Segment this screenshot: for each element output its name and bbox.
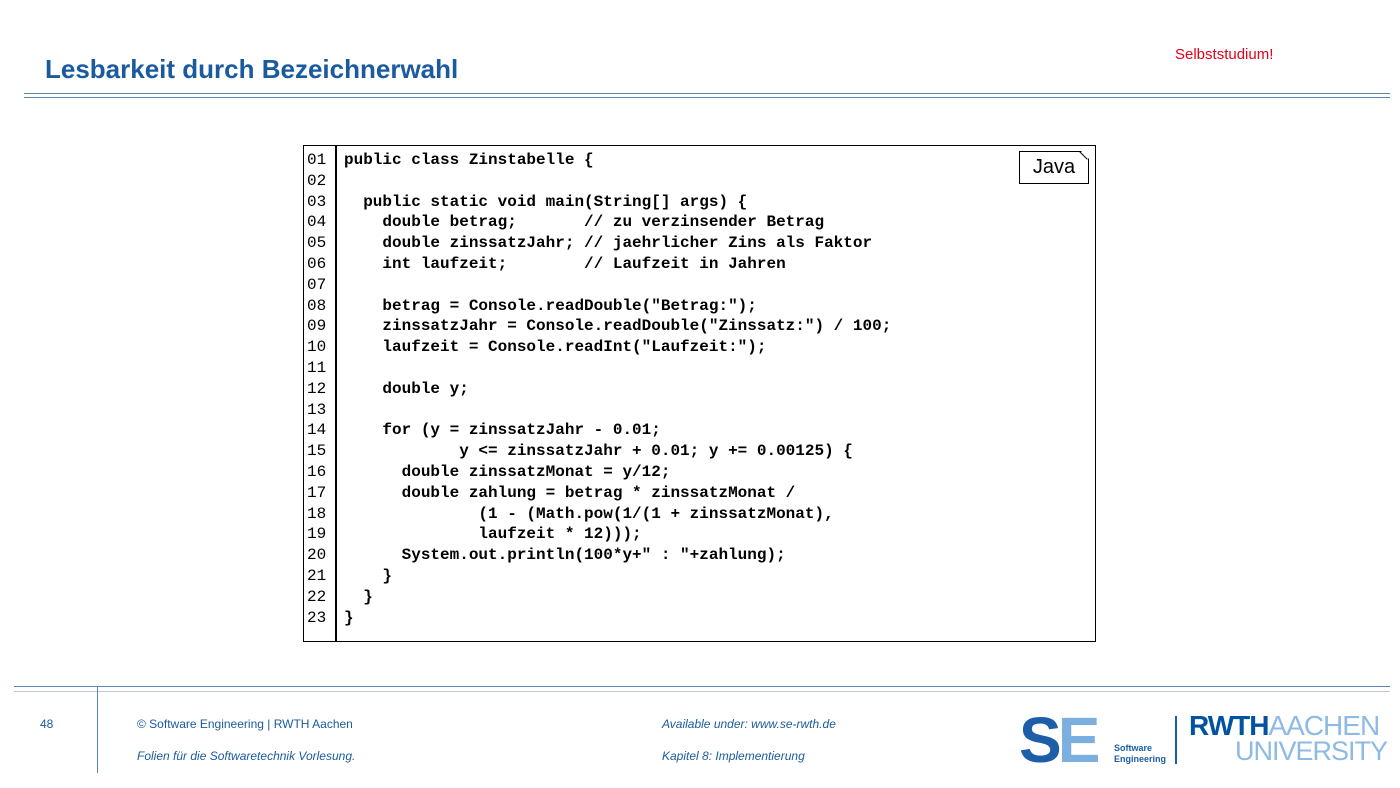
code-listing [303,145,1096,642]
header-divider-secondary [24,97,1390,98]
code-text: public class Zinstabelle { [344,151,594,169]
se-logo-caption-line1: Software [1114,743,1153,753]
code-text: double zinssatzMonat = y/12; [344,463,671,481]
logo-separator [1175,716,1177,764]
code-text: double zahlung = betrag * zinssatzMonat / [344,483,796,502]
se-logo-s: S [1019,704,1058,776]
code-text: double zinssatzJahr; // jaehrlicher Zins als Faktor [344,234,873,253]
self-study-tag: Selbststudium! [1175,46,1274,63]
line-number: 11 [307,359,327,377]
code-text: for (y = zinssatzJahr - 0.01; [344,421,661,440]
se-logo-caption-line2: Engineering [1114,754,1167,764]
se-logo-caption [1114,743,1166,765]
line-number: 19 [307,525,327,544]
slide-title: Lesbarkeit durch Bezeichnerwahl [45,54,459,84]
line-number: 02 [307,171,327,190]
line-number: 22 [307,587,327,606]
code-text: zinssatzJahr = Console.readDouble("Zinssatz:") / 100; [344,317,892,336]
language-label-text: Java [1032,156,1076,178]
line-number: 04 [307,213,327,232]
code-text: laufzeit * 12))); [344,525,642,544]
line-number: 23 [307,608,327,627]
line-number: 06 [307,255,327,273]
code-text: int laufzeit; // Laufzeit in Jahren [344,255,786,273]
rwth-logo-rwth: RWTH [1189,710,1269,741]
se-logo-e: E [1057,704,1097,776]
line-number: 20 [307,546,327,565]
line-number: 12 [307,379,327,398]
header-divider [24,93,1390,94]
footer-divider-secondary [14,691,1390,692]
code-text: public static void main(String[] args) { [344,192,748,211]
code-text: } [344,608,354,627]
line-number: 14 [307,421,327,440]
line-number: 03 [307,192,327,211]
line-number: 09 [307,317,327,336]
line-number: 10 [307,338,327,357]
rwth-logo-aachen: AACHEN [1268,710,1380,741]
footer-copyright: © Software Engineering | RWTH Aachen [137,717,353,731]
line-number: 13 [307,400,327,419]
code-text: betrag = Console.readDouble("Betrag:"); [344,296,757,315]
language-label [1019,151,1089,184]
line-number: 01 [307,151,327,169]
line-number: 17 [307,483,327,502]
footer-chapter: Kapitel 8: Implementierung [662,749,805,763]
rwth-logo-university: UNIVERSITY [1235,736,1388,766]
line-number: 16 [307,463,327,481]
footer-divider [14,686,1390,687]
code-text: (1 - (Math.pow(1/(1 + zinssatzMonat), [344,504,834,523]
footer-available-link[interactable]: Available under: www.se-rwth.de [662,717,836,731]
line-number: 07 [307,275,327,294]
line-number: 18 [307,504,327,523]
code-text: double betrag; // zu verzinsender Betrag [344,213,825,232]
footer-vertical-divider [97,687,98,773]
code-text: double y; [344,379,469,398]
code-text: } [344,567,393,585]
line-number: 08 [307,296,327,315]
code-text: laufzeit = Console.readInt("Laufzeit:"); [344,338,767,357]
code-text: } [344,587,373,606]
code-text: y <= zinssatzJahr + 0.01; y += 0.00125) { [344,442,853,461]
line-number: 21 [307,567,327,585]
line-number: 15 [307,442,327,461]
line-number: 05 [307,234,327,253]
se-logo [1019,704,1097,776]
code-text: System.out.println(100*y+" : "+zahlung); [344,546,786,565]
footer-subtitle: Folien für die Softwaretechnik Vorlesung. [137,749,356,763]
page-number: 48 [40,717,54,731]
